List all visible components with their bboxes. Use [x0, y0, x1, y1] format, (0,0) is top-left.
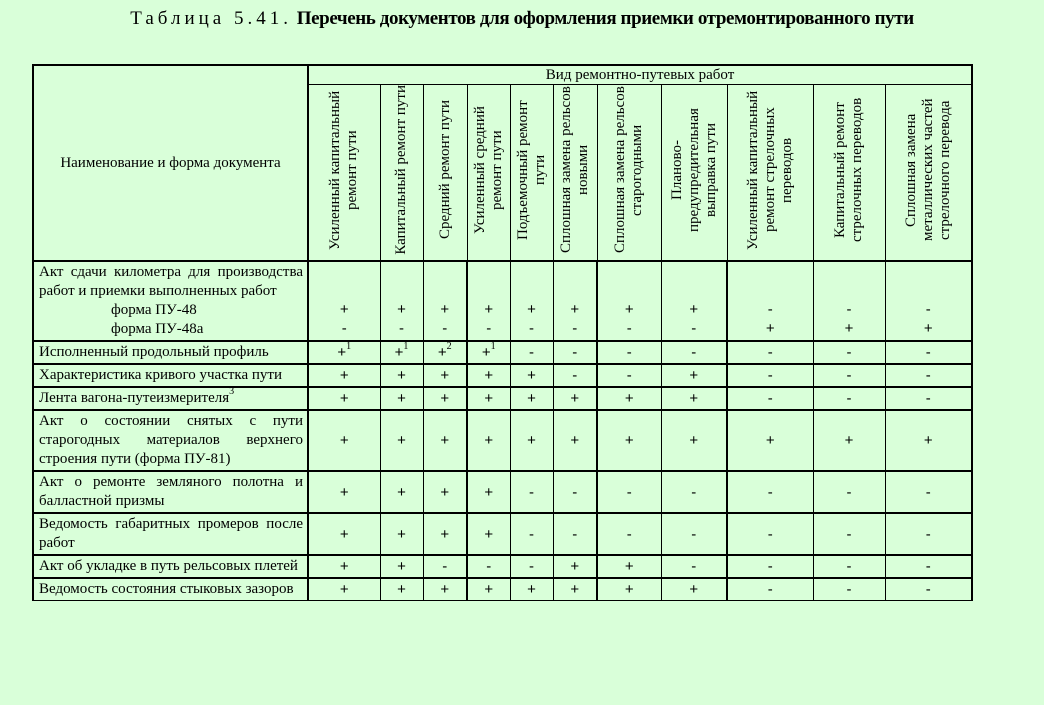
- mark-cell: [813, 387, 885, 410]
- document-name: Акт об укладке в путь рельсовых плетей: [39, 558, 298, 574]
- mark-cell: [510, 513, 553, 555]
- mark-value: -: [691, 483, 697, 501]
- mark-cell: [380, 513, 423, 555]
- mark-value: -: [626, 525, 632, 543]
- mark-cell: [308, 513, 380, 555]
- mark-value: +: [339, 432, 349, 449]
- column-header-label: Усиленный средний ремонт пути: [471, 106, 505, 234]
- mark-value: +: [689, 390, 699, 407]
- mark-value: -: [767, 367, 773, 384]
- mark-value: +: [527, 581, 536, 598]
- mark-cell: [423, 410, 467, 471]
- mark-cell: [380, 410, 423, 471]
- mark-value: -: [486, 320, 492, 337]
- mark-cell: [727, 261, 813, 341]
- mark-value: +: [397, 483, 406, 501]
- mark-value: +: [689, 367, 699, 384]
- mark-cell: [553, 555, 597, 578]
- mark-value: -: [846, 525, 852, 543]
- footnote-ref: 1: [403, 341, 409, 352]
- mark-cell: [467, 387, 510, 410]
- column-header: [510, 85, 553, 262]
- mark-value: -: [626, 483, 632, 501]
- column-header-label: Средний ремонт пути: [436, 100, 453, 240]
- mark-value: +: [624, 581, 634, 598]
- mark-value: -: [486, 558, 492, 575]
- mark-value: +: [440, 432, 450, 449]
- mark-cell: [661, 387, 727, 410]
- mark-cell: [727, 341, 813, 364]
- mark-cell: [380, 555, 423, 578]
- table-header: [33, 65, 972, 261]
- mark-value: +: [484, 581, 494, 598]
- mark-cell: [661, 410, 727, 471]
- column-header: [423, 85, 467, 262]
- mark-value: +: [440, 390, 450, 407]
- mark-value: +: [624, 558, 634, 575]
- mark-cell: [510, 341, 553, 364]
- mark-cell: [553, 261, 597, 341]
- mark-value: +: [923, 320, 933, 337]
- mark-cell: [467, 364, 510, 387]
- table-row: [33, 471, 972, 513]
- footnote-ref: 1: [490, 341, 496, 352]
- mark-cell: [308, 471, 380, 513]
- mark-cell: [597, 341, 661, 364]
- column-header-label: Сплошная замена рельсов новыми: [558, 86, 591, 254]
- mark-cell: [661, 471, 727, 513]
- mark-value: +: [339, 483, 349, 501]
- form-label: форма ПУ-48а: [111, 321, 204, 337]
- mark-cell: [308, 341, 380, 364]
- mark-value: -: [767, 483, 773, 501]
- mark-value: -: [767, 581, 773, 598]
- mark-value: +: [624, 301, 634, 318]
- table-row: [33, 410, 972, 471]
- document-name: Характеристика кривого участка пути: [39, 367, 283, 383]
- mark-cell: [885, 387, 972, 410]
- column-header: [813, 85, 885, 262]
- mark-value: -: [767, 344, 773, 361]
- mark-value: +: [339, 525, 349, 543]
- mark-cell: [597, 364, 661, 387]
- mark-cell: [885, 410, 972, 471]
- mark-value: +: [440, 367, 450, 384]
- mark-cell: [380, 471, 423, 513]
- mark-value: -: [925, 344, 931, 361]
- mark-cell: [597, 578, 661, 601]
- mark-cell: [308, 364, 380, 387]
- mark-value: +: [481, 344, 491, 361]
- mark-cell: [423, 341, 467, 364]
- mark-value: -: [846, 558, 852, 575]
- column-header-label: Сплошная замена металлических частей стрелочного перевода: [902, 98, 953, 242]
- mark-cell: [308, 261, 380, 341]
- mark-cell: [885, 261, 972, 341]
- mark-cell: [597, 387, 661, 410]
- mark-cell: [467, 513, 510, 555]
- mark-cell: [885, 513, 972, 555]
- document-name-cell: [33, 578, 308, 601]
- footnote-ref: 1: [346, 341, 352, 352]
- mark-value: -: [572, 483, 578, 501]
- table-body: [33, 261, 972, 601]
- mark-cell: [467, 410, 510, 471]
- mark-cell: [661, 364, 727, 387]
- mark-value: -: [925, 483, 931, 501]
- mark-value: +: [527, 432, 536, 449]
- mark-value: -: [529, 320, 534, 337]
- mark-value: -: [846, 344, 852, 361]
- mark-cell: [467, 261, 510, 341]
- mark-value: +: [484, 432, 494, 449]
- column-header-label: Подъемочный ремонт пути: [514, 100, 548, 240]
- mark-value: +: [440, 581, 450, 598]
- mark-value: +: [397, 581, 406, 598]
- mark-value: -: [529, 483, 534, 501]
- documents-table: [32, 64, 973, 601]
- mark-cell: [510, 261, 553, 341]
- mark-cell: [813, 410, 885, 471]
- mark-cell: [380, 341, 423, 364]
- mark-cell: [553, 410, 597, 471]
- mark-value: +: [570, 581, 580, 598]
- mark-value: -: [691, 525, 697, 543]
- table-row: [33, 555, 972, 578]
- mark-value: -: [767, 525, 773, 543]
- mark-cell: [510, 471, 553, 513]
- mark-cell: [423, 578, 467, 601]
- mark-cell: [553, 387, 597, 410]
- doc-name-header: Наименование и форма документа: [33, 65, 308, 261]
- mark-value: -: [846, 390, 852, 407]
- mark-value: -: [846, 367, 852, 384]
- mark-cell: [423, 261, 467, 341]
- mark-value: +: [570, 432, 580, 449]
- mark-value: +: [765, 432, 775, 449]
- column-header-label: Капитальный ремонт пути: [393, 85, 409, 255]
- mark-value: -: [691, 344, 697, 361]
- document-name: Акт сдачи километра для производства работ и приемки выполненных работ: [39, 264, 303, 299]
- mark-value: +: [397, 301, 406, 318]
- mark-value: +: [570, 301, 580, 318]
- mark-cell: [885, 341, 972, 364]
- mark-value: +: [484, 525, 494, 543]
- column-header: [553, 85, 597, 262]
- column-header: [727, 85, 813, 262]
- column-header: [467, 85, 510, 262]
- mark-value: +: [765, 320, 775, 337]
- form-label: форма ПУ-48: [111, 302, 197, 318]
- mark-cell: [813, 471, 885, 513]
- mark-value: -: [925, 581, 931, 598]
- mark-cell: [597, 410, 661, 471]
- mark-cell: [467, 341, 510, 364]
- table-row: [33, 261, 972, 341]
- mark-value: +: [527, 390, 536, 407]
- mark-cell: [510, 410, 553, 471]
- mark-value: -: [626, 320, 632, 337]
- mark-value: -: [846, 483, 852, 501]
- document-name-cell: [33, 341, 308, 364]
- mark-value: -: [925, 558, 931, 575]
- mark-cell: [813, 364, 885, 387]
- mark-value: -: [846, 301, 852, 318]
- mark-cell: [885, 555, 972, 578]
- mark-value: -: [925, 525, 931, 543]
- mark-cell: [510, 364, 553, 387]
- document-name: Ведомость габаритных промеров после работ: [39, 516, 303, 551]
- mark-value: +: [339, 558, 349, 575]
- mark-cell: [380, 387, 423, 410]
- document-name-cell: [33, 261, 308, 341]
- mark-value: -: [572, 525, 578, 543]
- mark-cell: [510, 578, 553, 601]
- column-header: [308, 85, 380, 262]
- mark-cell: [727, 471, 813, 513]
- table-row: [33, 513, 972, 555]
- mark-cell: [423, 513, 467, 555]
- mark-cell: [727, 364, 813, 387]
- document-name-cell: [33, 387, 308, 410]
- mark-value: +: [339, 390, 349, 407]
- mark-cell: [727, 513, 813, 555]
- mark-cell: [727, 555, 813, 578]
- document-name: Акт о ремонте земляного полотна и балластной призмы: [39, 474, 303, 509]
- mark-cell: [597, 471, 661, 513]
- footnote-ref: 3: [229, 386, 235, 397]
- mark-cell: [380, 261, 423, 341]
- mark-value: +: [484, 367, 494, 384]
- mark-value: -: [691, 558, 697, 575]
- mark-cell: [727, 387, 813, 410]
- mark-value: +: [397, 432, 406, 449]
- mark-value: +: [339, 581, 349, 598]
- mark-value: +: [844, 320, 854, 337]
- mark-cell: [597, 513, 661, 555]
- mark-value: -: [925, 301, 931, 318]
- document-name-cell: [33, 555, 308, 578]
- mark-cell: [553, 513, 597, 555]
- mark-value: +: [689, 432, 699, 449]
- column-header-label: Планово-предупредительная выправка пути: [668, 108, 719, 232]
- column-header-label: Усиленный капитальный ремонт пути: [327, 90, 361, 250]
- table-title: Перечень документов для оформления приемки отремонтированного пути: [296, 8, 914, 29]
- mark-value: +: [397, 390, 406, 407]
- mark-cell: [380, 364, 423, 387]
- mark-value: +: [570, 558, 580, 575]
- table-row: [33, 578, 972, 601]
- table-number: Таблица 5.41.: [130, 8, 292, 29]
- mark-value: +: [484, 390, 494, 407]
- mark-cell: [467, 578, 510, 601]
- mark-cell: [423, 364, 467, 387]
- mark-value: +: [339, 301, 349, 318]
- mark-value: -: [529, 344, 534, 361]
- mark-cell: [308, 555, 380, 578]
- column-header: [380, 85, 423, 262]
- mark-value: +: [689, 301, 699, 318]
- table-row: [33, 364, 972, 387]
- mark-cell: [813, 513, 885, 555]
- mark-value: -: [767, 301, 773, 318]
- mark-value: -: [767, 558, 773, 575]
- mark-value: -: [626, 344, 632, 361]
- document-name: Ведомость состояния стыковых зазоров: [39, 581, 294, 597]
- mark-cell: [813, 341, 885, 364]
- footnote-ref: 2: [446, 341, 452, 352]
- column-header-label: Капитальный ремонт стрелочных переводов: [832, 97, 865, 243]
- mark-value: +: [397, 558, 406, 575]
- mark-value: +: [527, 367, 536, 384]
- mark-cell: [308, 578, 380, 601]
- document-name: Лента вагона-путеизмерителя: [39, 390, 230, 406]
- column-header: [661, 85, 727, 262]
- mark-value: -: [399, 320, 404, 337]
- mark-value: -: [442, 320, 448, 337]
- mark-cell: [308, 387, 380, 410]
- mark-value: +: [337, 344, 347, 361]
- mark-cell: [423, 387, 467, 410]
- mark-value: +: [397, 525, 406, 543]
- work-type-group-header: Вид ремонтно-путевых работ: [308, 65, 972, 85]
- mark-cell: [661, 261, 727, 341]
- mark-cell: [423, 555, 467, 578]
- column-header-label: Усиленный капитальный ремонт стрелочных переводов: [744, 90, 795, 250]
- table-row: [33, 341, 972, 364]
- mark-value: +: [484, 301, 494, 318]
- mark-cell: [813, 261, 885, 341]
- mark-cell: [885, 364, 972, 387]
- mark-cell: [423, 471, 467, 513]
- mark-value: +: [527, 301, 536, 318]
- column-header: [885, 85, 972, 262]
- document-name-cell: [33, 471, 308, 513]
- mark-value: +: [440, 525, 450, 543]
- table-caption: [0, 4, 1044, 34]
- mark-value: +: [440, 483, 450, 501]
- mark-cell: [510, 555, 553, 578]
- document-name-cell: [33, 410, 308, 471]
- mark-value: -: [572, 344, 578, 361]
- mark-cell: [553, 364, 597, 387]
- mark-cell: [467, 555, 510, 578]
- mark-value: +: [437, 344, 447, 361]
- mark-cell: [380, 578, 423, 601]
- mark-value: +: [624, 390, 634, 407]
- mark-value: -: [572, 367, 578, 384]
- mark-value: +: [394, 344, 404, 361]
- mark-cell: [813, 578, 885, 601]
- mark-cell: [727, 410, 813, 471]
- mark-value: -: [925, 390, 931, 407]
- mark-value: -: [442, 558, 448, 575]
- mark-cell: [467, 471, 510, 513]
- mark-cell: [553, 341, 597, 364]
- mark-value: -: [529, 558, 534, 575]
- mark-cell: [885, 578, 972, 601]
- mark-cell: [813, 555, 885, 578]
- column-header-label: Сплошная замена рельсов старогодными: [612, 86, 645, 254]
- table-row: [33, 387, 972, 410]
- mark-value: -: [925, 367, 931, 384]
- mark-value: -: [341, 320, 347, 337]
- mark-value: -: [626, 367, 632, 384]
- document-name-cell: [33, 513, 308, 555]
- mark-value: -: [691, 320, 697, 337]
- column-header: [597, 85, 661, 262]
- mark-value: -: [572, 320, 578, 337]
- document-name-cell: [33, 364, 308, 387]
- document-name: Акт о состоянии снятых с пути старогодных материалов верхнего строения пути (форма ПУ-81): [39, 413, 303, 467]
- mark-cell: [597, 261, 661, 341]
- mark-cell: [661, 341, 727, 364]
- mark-value: +: [624, 432, 634, 449]
- mark-value: +: [689, 581, 699, 598]
- mark-cell: [510, 387, 553, 410]
- mark-cell: [661, 555, 727, 578]
- mark-value: +: [339, 367, 349, 384]
- mark-value: -: [767, 390, 773, 407]
- mark-cell: [661, 513, 727, 555]
- mark-value: +: [397, 367, 406, 384]
- mark-cell: [727, 578, 813, 601]
- mark-value: +: [484, 483, 494, 501]
- mark-value: -: [529, 525, 534, 543]
- mark-cell: [553, 471, 597, 513]
- mark-value: +: [844, 432, 854, 449]
- mark-value: +: [923, 432, 933, 449]
- mark-cell: [885, 471, 972, 513]
- mark-cell: [661, 578, 727, 601]
- mark-cell: [308, 410, 380, 471]
- mark-value: -: [846, 581, 852, 598]
- mark-cell: [553, 578, 597, 601]
- document-name: Исполненный продольный профиль: [39, 344, 269, 360]
- mark-cell: [597, 555, 661, 578]
- mark-value: +: [440, 301, 450, 318]
- mark-value: +: [570, 390, 580, 407]
